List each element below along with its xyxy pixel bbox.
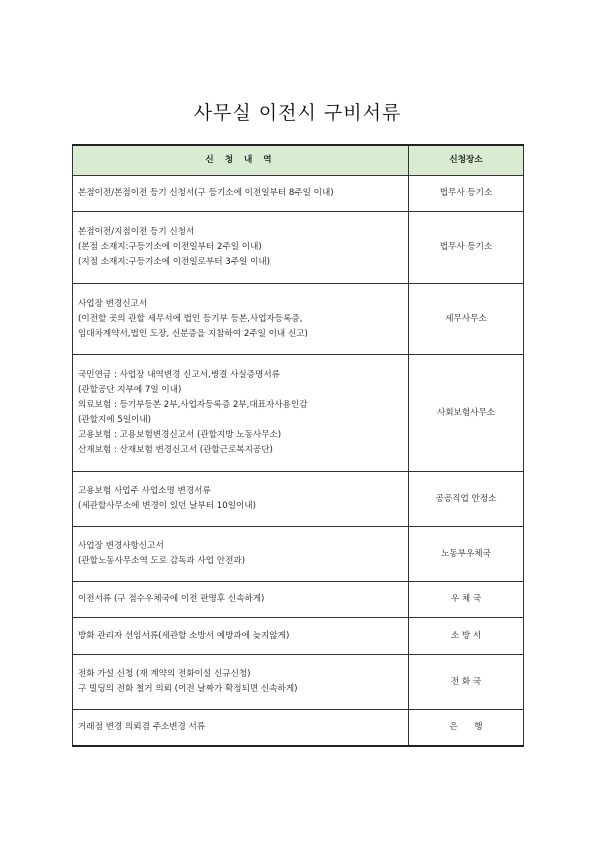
row-item-line: 임대차계약서,법인 도장, 신분증을 지참하여 2주일 이내 신고)	[78, 328, 308, 339]
row-place: 전 화 국	[409, 655, 524, 710]
row-place: 공공직업 안정소	[409, 472, 524, 527]
table-row	[73, 176, 524, 212]
table-row	[73, 582, 524, 618]
table-row	[73, 655, 524, 710]
row-item-line: (지점 소재지:구등기소에 이전일로부터 3주일 이내)	[78, 257, 271, 267]
row-place: 법무사 등기소	[409, 176, 524, 212]
row-items	[73, 618, 409, 655]
row-item-line: 전화 가설 신청 (재 계약의 전화이설 신규신청)	[78, 669, 251, 679]
row-item-line: (본점 소재지:구등기소에 이전일부터 2주일 이내)	[78, 242, 262, 252]
row-item-line: 구 빌딩의 전화 철거 의뢰 (이전 날짜가 확정되면 신속하게)	[78, 684, 298, 694]
row-item-line: (세관할사무소에 변경이 있던 날부터 10일이내)	[78, 501, 256, 511]
table-header-row	[73, 145, 524, 176]
row-item-line: (관할공단 지부에 7일 이내)	[78, 385, 182, 395]
row-items	[73, 176, 409, 212]
table-row	[73, 710, 524, 746]
row-place: 법무사 등기소	[409, 212, 524, 284]
header-place: 신청장소	[409, 145, 524, 176]
row-items	[73, 284, 409, 355]
table-row	[73, 355, 524, 472]
row-items	[73, 582, 409, 618]
row-items	[73, 212, 409, 284]
table-row	[73, 618, 524, 655]
row-item-line: (관할노동사무소역 도로 감독과 사업 안전과)	[78, 556, 246, 566]
row-place: 세무사무소	[409, 284, 524, 355]
row-place: 사회보험사무소	[409, 355, 524, 472]
row-item-line: (관할지에 5일이내)	[78, 415, 152, 425]
table-row	[73, 212, 524, 284]
row-items	[73, 710, 409, 746]
row-items	[73, 655, 409, 710]
page-title: 사무실 이전시 구비서류	[193, 102, 402, 124]
table-row	[73, 527, 524, 582]
table-row	[73, 284, 524, 355]
row-item-line: 방화 관리자 선임서류(세관할 소방서 예방과에 늦지않게)	[78, 630, 290, 641]
row-place: 소 방 서	[409, 618, 524, 655]
row-item-line: 국민연금 : 사업장 내역변경 신고서,병결 사실증명서류	[78, 370, 280, 380]
row-place: 은 행	[409, 710, 524, 746]
row-place: 우 체 국	[409, 582, 524, 618]
table-row	[73, 472, 524, 527]
row-items	[73, 355, 409, 472]
row-item-line: 사업장 변경신고서	[78, 298, 148, 309]
row-item-line: 본점이전/본점이전 등기 신청서(구 등기소에 이전일부터 8주일 이내)	[78, 188, 334, 198]
row-items	[73, 527, 409, 582]
row-place: 노동부우체국	[409, 527, 524, 582]
row-item-line: 이전서류 (구 점수우체국에 이전 판명후 신속하게)	[78, 594, 265, 604]
row-item-line: 사업장 변경사항신고서	[78, 541, 164, 551]
row-item-line: 고용보험 : 고용보험변경신고서 (관할지방 노동사무소)	[78, 430, 282, 440]
row-item-line: 고용보험 사업주 사업소명 변경서류	[78, 486, 211, 496]
row-item-line: 본점이전/지점이전 등기 신청서	[78, 227, 195, 237]
row-item-line: 거래점 변경 의뢰겸 주소변경 서류	[78, 721, 206, 732]
row-item-line: 산재보험 : 산재보험 변경신고서 (관할근로복지공단)	[78, 445, 273, 455]
row-item-line: (이전할 곳의 관할 세무서에 법인 등기부 등본,사업자등록증,	[78, 313, 303, 324]
row-item-line: 의료보험 : 등기부등본 2부,사업자등록증 2부,대표자사용인감	[78, 400, 308, 410]
header-items: 신 청 내 역	[73, 145, 409, 176]
row-items	[73, 472, 409, 527]
required-documents-table	[72, 144, 524, 747]
